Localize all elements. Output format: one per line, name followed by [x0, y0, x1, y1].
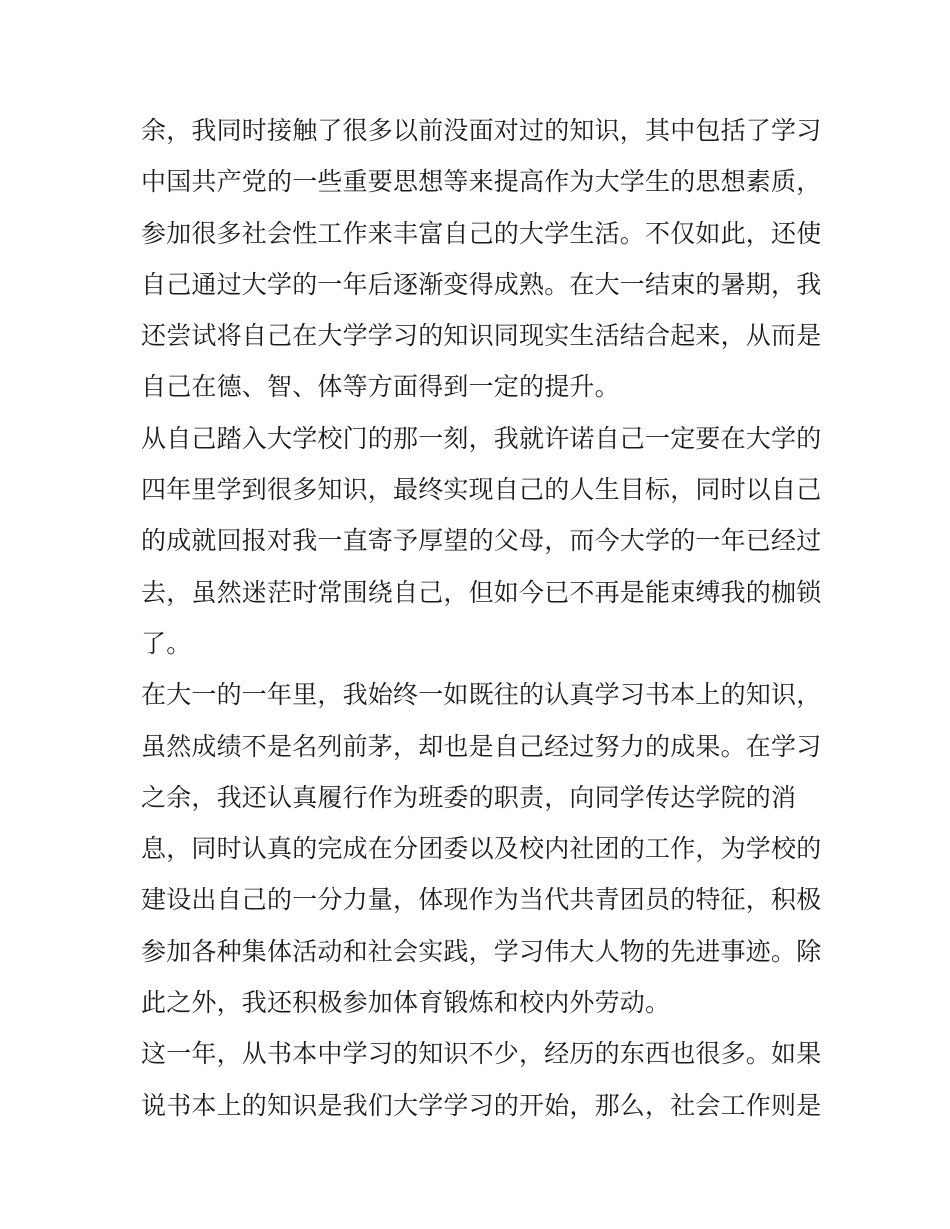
text-line: 去，虽然迷茫时常围绕自己，但如今已不再是能束缚我的枷锁: [141, 577, 822, 607]
text-line: 建设出自己的一分力量，体现作为当代共青团员的特征，积极: [141, 885, 822, 915]
text-line: 的成就回报对我一直寄予厚望的父母，而今大学的一年已经过: [141, 526, 822, 556]
text-line: 四年里学到很多知识，最终实现自己的人生目标，同时以自己: [141, 475, 822, 505]
text-line: 余，我同时接触了很多以前没面对过的知识，其中包括了学习: [141, 116, 822, 145]
text-line: 自己在德、智、体等方面得到一定的提升。: [141, 372, 620, 402]
text-line: 在大一的一年里，我始终一如既往的认真学习书本上的知识，: [141, 680, 822, 710]
text-line: 还尝试将自己在大学学习的知识同现实生活结合起来，从而是: [141, 321, 822, 351]
text-line: 了。: [141, 628, 192, 658]
text-line: 之余，我还认真履行作为班委的职责，向同学传达学院的消: [141, 782, 797, 812]
text-line: 此之外，我还积极参加体育锻炼和校内外劳动。: [141, 988, 671, 1018]
text-line: 从自己踏入大学校门的那一刻，我就许诺自己一定要在大学的: [141, 423, 822, 453]
body-text: [141, 105, 822, 1131]
text-line: 中国共产党的一些重要思想等来提高作为大学生的思想素质，: [141, 167, 822, 197]
text-line: 说书本上的知识是我们大学学习的开始，那么，社会工作则是: [141, 1090, 822, 1120]
text-line: 息，同时认真的完成在分团委以及校内社团的工作，为学校的: [141, 834, 822, 864]
text-line: 参加各种集体活动和社会实践，学习伟大人物的先进事迹。除: [141, 936, 822, 966]
text-line: 虽然成绩不是名列前茅，却也是自己经过努力的成果。在学习: [141, 731, 822, 761]
text-line: 参加很多社会性工作来丰富自己的大学生活。不仅如此，还使: [141, 218, 822, 248]
text-line: 自己通过大学的一年后逐渐变得成熟。在大一结束的暑期，我: [141, 269, 822, 299]
text-line: 这一年，从书本中学习的知识不少，经历的东西也很多。如果: [141, 1039, 822, 1069]
